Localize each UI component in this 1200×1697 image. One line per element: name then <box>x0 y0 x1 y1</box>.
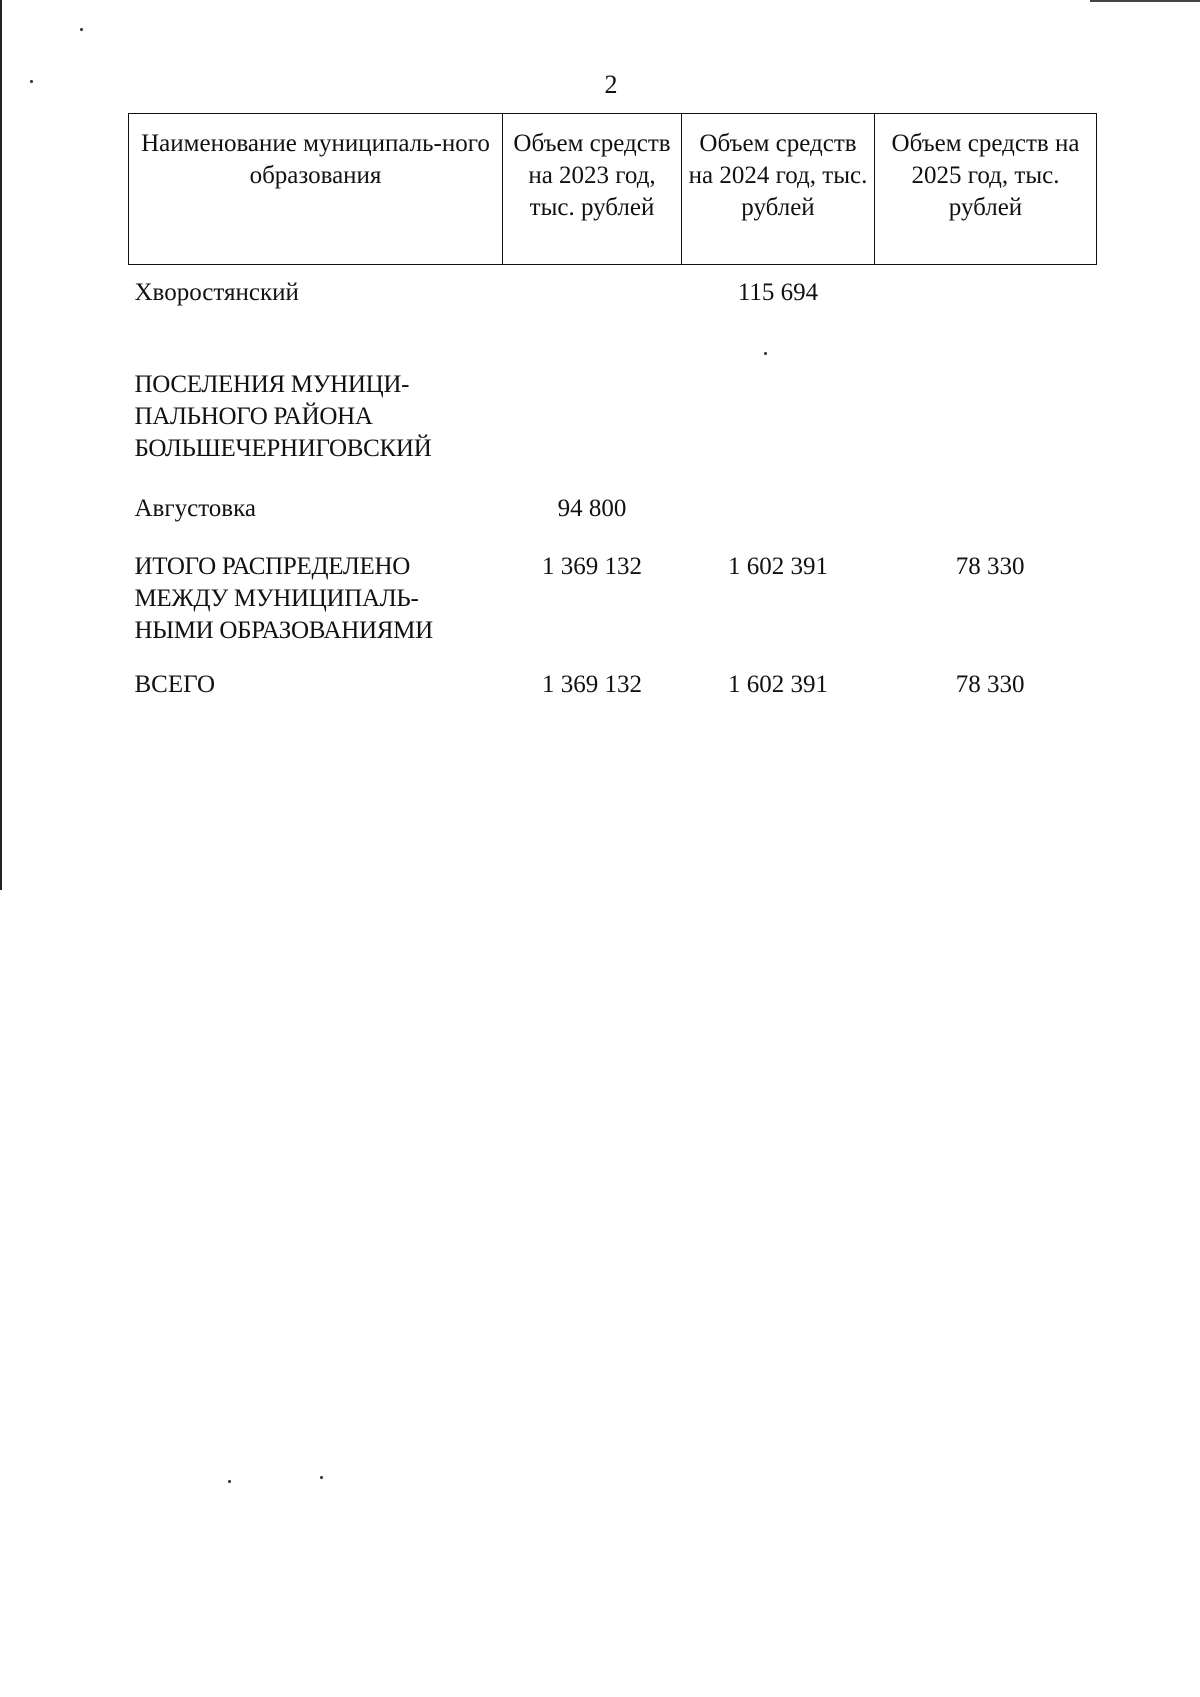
grand-total-2023: 1 369 132 <box>542 671 642 698</box>
total-distributed-label: ИТОГО РАСПРЕДЕЛЕНО МЕЖДУ МУНИЦИПАЛЬ-НЫМИ ОБРАЗОВАНИЯМИ <box>134 553 433 644</box>
table-row <box>129 265 1097 370</box>
total-distributed-2025: 78 330 <box>955 553 1025 580</box>
municipality-name: Августовка <box>134 495 256 522</box>
table-header-row <box>129 114 1097 265</box>
total-distributed-2024: 1 602 391 <box>728 553 828 580</box>
table-row <box>129 481 1097 541</box>
scan-mark <box>1090 0 1200 2</box>
volume-2024 <box>682 481 875 541</box>
total-distributed-label-cell <box>129 541 503 659</box>
section-title: ПОСЕЛЕНИЯ МУНИЦИ-ПАЛЬНОГО РАЙОНА БОЛЬШЕЧЕРНИГОВСКИЙ <box>134 371 432 462</box>
header-municipality-name: Наименование муниципаль-ного образования <box>129 114 503 265</box>
scan-edge-line <box>0 0 2 890</box>
volume-2024 <box>682 369 875 481</box>
volume-2025 <box>875 481 1097 541</box>
total-distributed-2023: 1 369 132 <box>542 553 642 580</box>
volume-2025 <box>875 369 1097 481</box>
table-grand-total-row <box>129 659 1097 701</box>
page-number: 2 <box>604 70 618 99</box>
header-volume-2024: Объем средств на 2024 год, тыс. рублей <box>682 114 875 265</box>
grand-total-2024: 1 602 391 <box>728 671 828 698</box>
volume-2024: 115 694 <box>737 279 819 306</box>
volume-2023: 94 800 <box>557 495 627 522</box>
section-title-cell <box>129 369 503 481</box>
budget-allocation-table <box>128 113 1097 701</box>
scan-speck <box>228 1480 231 1483</box>
header-volume-2025: Объем средств на 2025 год, тыс. рублей <box>875 114 1097 265</box>
table-total-distributed-row <box>129 541 1097 659</box>
scan-speck <box>320 1476 323 1479</box>
scan-speck <box>80 28 83 31</box>
volume-2025 <box>875 265 1097 370</box>
volume-2023 <box>503 369 682 481</box>
grand-total-2025: 78 330 <box>955 671 1025 698</box>
volume-2023 <box>503 265 682 370</box>
header-volume-2023: Объем средств на 2023 год, тыс. рублей <box>503 114 682 265</box>
table-section-row <box>129 369 1097 481</box>
municipality-name: Хворостянский <box>134 279 299 306</box>
grand-total-label: ВСЕГО <box>134 671 216 698</box>
